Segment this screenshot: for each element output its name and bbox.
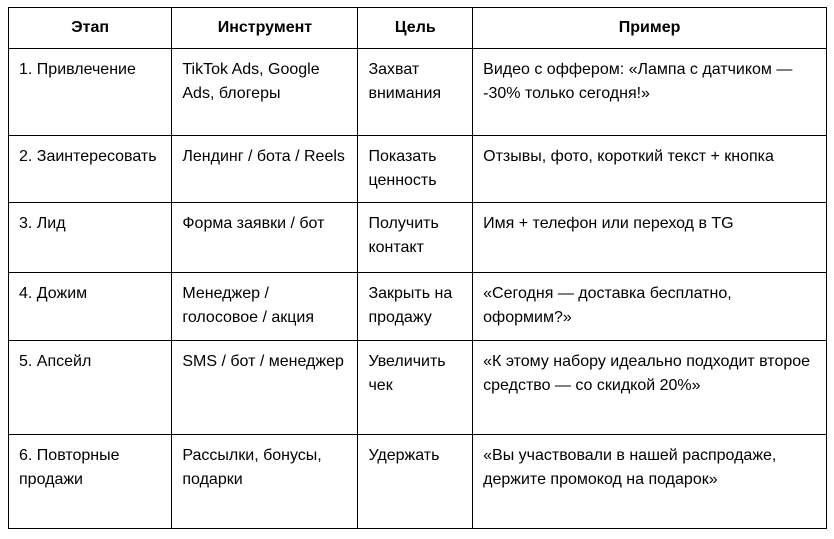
cell-goal: Закрыть на продажу: [358, 273, 473, 341]
cell-tool: SMS / бот / менеджер: [172, 341, 358, 435]
cell-stage: 6. Повторные продажи: [9, 435, 172, 529]
cell-tool: Рассылки, бонусы, подарки: [172, 435, 358, 529]
cell-goal: Захват внимания: [358, 49, 473, 136]
header-goal: Цель: [358, 8, 473, 49]
cell-example: «К этому набору идеально подходит второе средство — со скидкой 20%»: [473, 341, 827, 435]
cell-stage: 5. Апсейл: [9, 341, 172, 435]
cell-example: Отзывы, фото, короткий текст + кнопка: [473, 136, 827, 203]
header-tool: Инструмент: [172, 8, 358, 49]
cell-stage: 1. Привлечение: [9, 49, 172, 136]
table-row: [9, 435, 827, 529]
table-row: [9, 273, 827, 341]
table-header-row: [9, 8, 827, 49]
cell-stage: 4. Дожим: [9, 273, 172, 341]
header-stage: Этап: [9, 8, 172, 49]
sales-funnel-table: [8, 7, 827, 529]
cell-stage: 3. Лид: [9, 203, 172, 273]
cell-example: «Сегодня — доставка бесплатно, оформим?»: [473, 273, 827, 341]
table-row: [9, 49, 827, 136]
cell-goal: Удержать: [358, 435, 473, 529]
cell-example: Имя + телефон или переход в TG: [473, 203, 827, 273]
table-row: [9, 341, 827, 435]
table-row: [9, 203, 827, 273]
cell-example: «Вы участвовали в нашей распродаже, держите промокод на подарок»: [473, 435, 827, 529]
cell-goal: Получить контакт: [358, 203, 473, 273]
cell-example: Видео с оффером: «Лампа с датчиком — -30% только сегодня!»: [473, 49, 827, 136]
cell-stage: 2. Заинтересовать: [9, 136, 172, 203]
table-row: [9, 136, 827, 203]
cell-tool: Менеджер / голосовое / акция: [172, 273, 358, 341]
cell-goal: Показать ценность: [358, 136, 473, 203]
cell-tool: Лендинг / бота / Reels: [172, 136, 358, 203]
cell-tool: TikTok Ads, Google Ads, блогеры: [172, 49, 358, 136]
header-example: Пример: [473, 8, 827, 49]
cell-goal: Увеличить чек: [358, 341, 473, 435]
cell-tool: Форма заявки / бот: [172, 203, 358, 273]
